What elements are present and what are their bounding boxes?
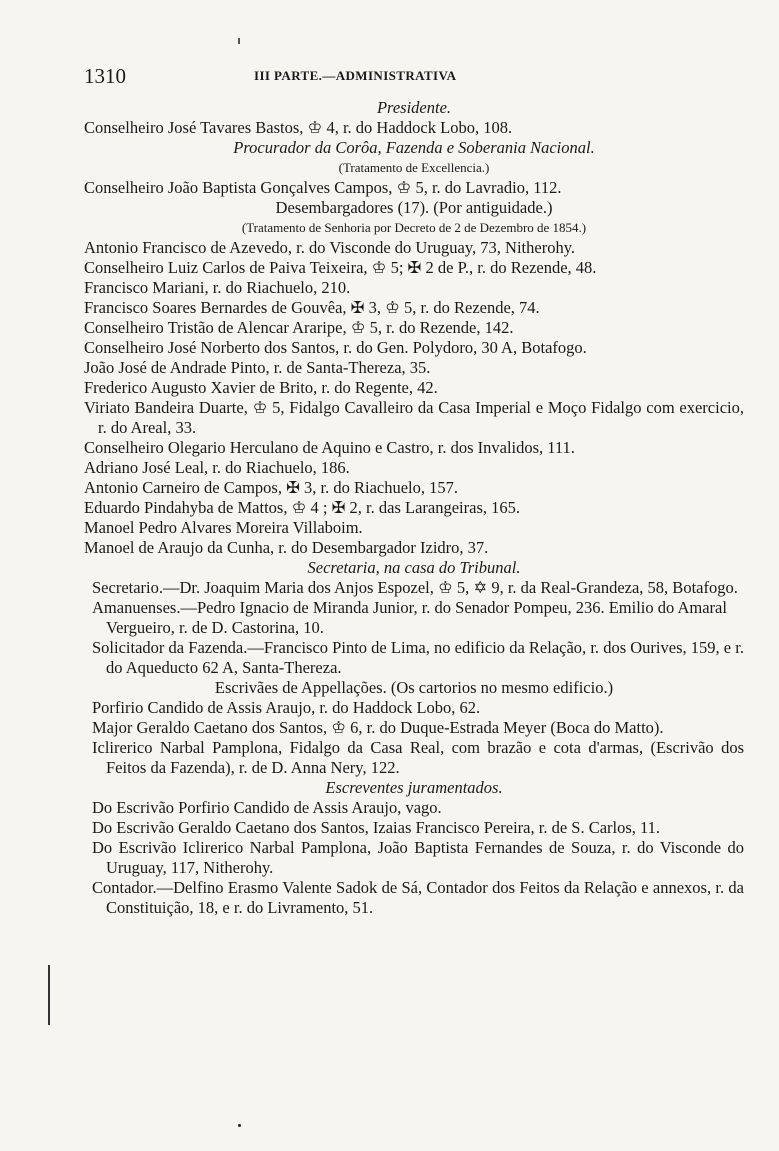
margin-mark bbox=[238, 38, 240, 44]
entry-line: Iclirerico Narbal Pamplona, Fidalgo da Casa Real, com brazão e cota d'armas, (Escrivão dos Feitos da Fazenda), r. de D. Anna Nery, 122. bbox=[92, 738, 744, 777]
entry-line: Conselheiro Olegario Herculano de Aquino e Castro, r. dos Invalidos, 111. bbox=[84, 438, 575, 457]
entry-line: Amanuenses.—Pedro Ignacio de Miranda Junior, r. do Senador Pompeu, 236. Emilio do Amaral Vergueiro, r. de D. Castorina, 10. bbox=[92, 598, 727, 637]
entry-line: Major Geraldo Caetano dos Santos, ♔ 6, r. do Duque-Estrada Meyer (Boca do Matto). bbox=[92, 718, 664, 737]
entry-line: João José de Andrade Pinto, r. de Santa-Thereza, 35. bbox=[84, 358, 431, 377]
entry-line: Secretario.—Dr. Joaquim Maria dos Anjos Espozel, ♔ 5, ✡ 9, r. da Real-Grandeza, 58, Botafogo. bbox=[92, 578, 738, 597]
entry-line: Conselheiro João Baptista Gonçalves Campos, ♔ 5, r. do Lavradio, 112. bbox=[84, 178, 562, 197]
entry-line: Do Escrivão Iclirerico Narbal Pamplona, João Baptista Fernandes de Souza, r. do Visconde do Uruguay, 117, Nitherohy. bbox=[92, 838, 744, 877]
entry-line: Frederico Augusto Xavier de Brito, r. do Regente, 42. bbox=[84, 378, 438, 397]
entry-line: Antonio Francisco de Azevedo, r. do Visconde do Uruguay, 73, Nitherohy. bbox=[84, 238, 576, 257]
section-heading: Desembargadores (17). (Por antiguidade.) bbox=[275, 198, 553, 217]
entry-line: Conselheiro José Norberto dos Santos, r. do Gen. Polydoro, 30 A, Botafogo. bbox=[84, 338, 587, 357]
entry-line: Porfirio Candido de Assis Araujo, r. do Haddock Lobo, 62. bbox=[92, 698, 481, 717]
section-heading: Escreventes juramentados. bbox=[325, 778, 503, 797]
section-heading: Procurador da Corôa, Fazenda e Soberania Nacional. bbox=[233, 138, 595, 157]
entry-line: Adriano José Leal, r. do Riachuelo, 186. bbox=[84, 458, 350, 477]
section-heading: (Tratamento de Senhoria por Decreto de 2 de Dezembro de 1854.) bbox=[241, 220, 587, 235]
entry-line: Solicitador da Fazenda.—Francisco Pinto de Lima, no edificio da Relação, r. dos Ourives, 159, e r. do Aqueducto 62 A, Santa-Thereza. bbox=[92, 638, 744, 677]
entry-line: Francisco Soares Bernardes de Gouvêa, ✠ 3, ♔ 5, r. do Rezende, 74. bbox=[84, 298, 540, 317]
entry-line: Conselheiro Luiz Carlos de Paiva Teixeira, ♔ 5; ✠ 2 de P., r. do Rezende, 48. bbox=[84, 258, 597, 277]
entry-line: Manoel de Araujo da Cunha, r. do Desembargador Izidro, 37. bbox=[84, 538, 489, 557]
ink-dot bbox=[238, 1124, 241, 1127]
entry-line: Do Escrivão Porfirio Candido de Assis Araujo, vago. bbox=[92, 798, 442, 817]
page-header bbox=[84, 64, 744, 88]
section-heading: Secretaria, na casa do Tribunal. bbox=[307, 558, 521, 577]
entry-line: Manoel Pedro Alvares Moreira Villaboim. bbox=[84, 518, 363, 537]
running-head: III PARTE.—ADMINISTRATIVA bbox=[254, 68, 457, 83]
page-number: 1310 bbox=[84, 64, 126, 88]
section-heading: Escrivães de Appellações. (Os cartorios no mesmo edificio.) bbox=[214, 678, 614, 697]
entry-line: Viriato Bandeira Duarte, ♔ 5, Fidalgo Cavalleiro da Casa Imperial e Moço Fidalgo com exercicio, r. do Areal, 33. bbox=[84, 398, 744, 437]
entry-line: Conselheiro Tristão de Alencar Araripe, ♔ 5, r. do Rezende, 142. bbox=[84, 318, 514, 337]
entry-line: Antonio Carneiro de Campos, ✠ 3, r. do Riachuelo, 157. bbox=[84, 478, 459, 497]
page-body bbox=[84, 98, 744, 918]
margin-mark bbox=[48, 965, 50, 1025]
entry-line: Contador.—Delfino Erasmo Valente Sadok de Sá, Contador dos Feitos da Relação e annexos, r. da Constituição, 18, e r. do Livramento, 51. bbox=[92, 878, 744, 917]
entry-line: Eduardo Pindahyba de Mattos, ♔ 4 ; ✠ 2, r. das Larangeiras, 165. bbox=[84, 498, 520, 517]
entry-line: Do Escrivão Geraldo Caetano dos Santos, Izaias Francisco Pereira, r. de S. Carlos, 11. bbox=[92, 818, 661, 837]
entry-line: Francisco Mariani, r. do Riachuelo, 210. bbox=[84, 278, 351, 297]
section-heading: Presidente. bbox=[376, 98, 452, 117]
section-heading: (Tratamento de Excellencia.) bbox=[338, 160, 490, 175]
entry-line: Conselheiro José Tavares Bastos, ♔ 4, r. do Haddock Lobo, 108. bbox=[84, 118, 513, 137]
